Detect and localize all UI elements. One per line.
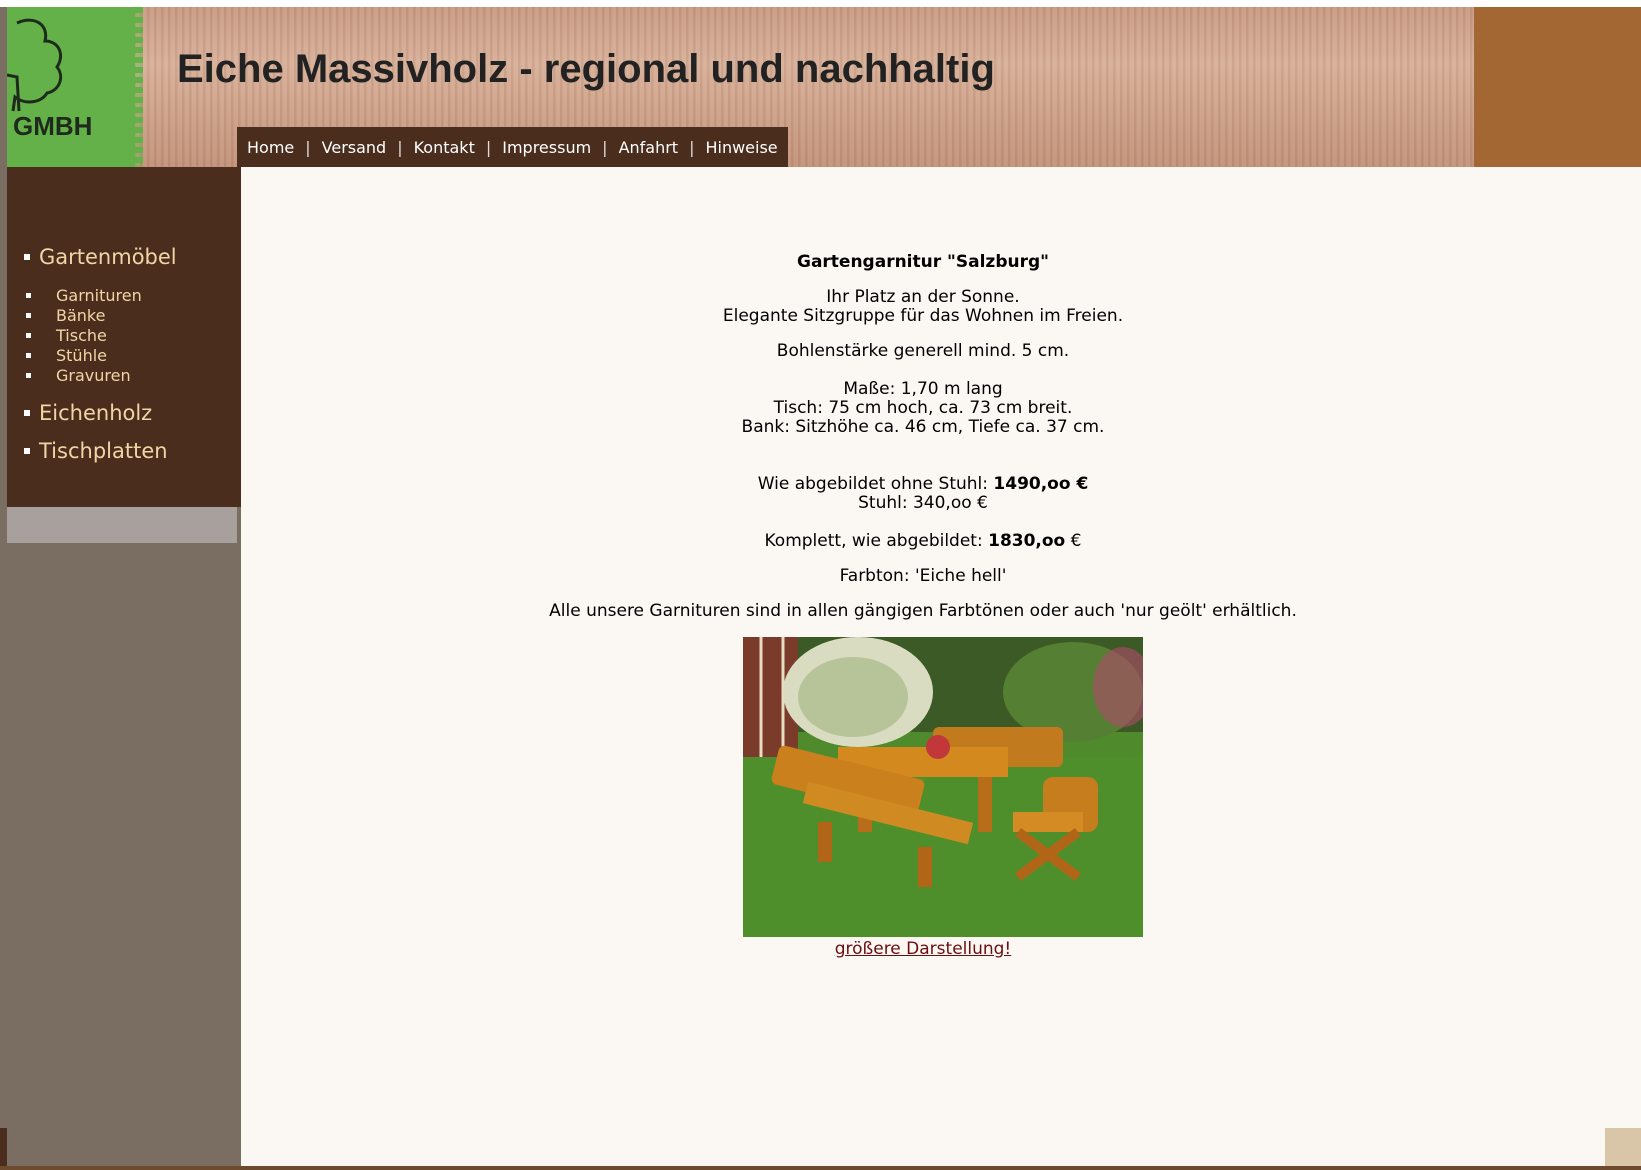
- sidebar-item-gartenmoebel[interactable]: [24, 245, 177, 269]
- dimension-table: Tisch: 75 cm hoch, ca. 73 cm breit.: [773, 398, 1073, 418]
- product-thickness: Bohlenstärke generell mind. 5 cm.: [776, 341, 1070, 361]
- sidebar-item-label: Gartenmöbel: [39, 245, 177, 269]
- sidebar-item-eichenholz[interactable]: [24, 401, 152, 425]
- main-content: [241, 167, 1605, 1166]
- bullet-icon: [26, 333, 31, 338]
- sidebar-subitem-tische[interactable]: [26, 326, 107, 345]
- nav-kontakt[interactable]: Kontakt: [413, 137, 475, 157]
- sidebar-subitem-label: Garnituren: [56, 286, 142, 305]
- site-header: [7, 7, 1474, 167]
- price-value: 1490,oo €: [993, 474, 1089, 494]
- price-without-chair: [241, 475, 1605, 494]
- logo-text: GMBH: [13, 111, 93, 141]
- sidebar-item-label: Tischplatten: [39, 439, 168, 463]
- sidebar-subitem-label: Bänke: [56, 306, 106, 325]
- sidebar-subitem-label: Gravuren: [56, 366, 131, 385]
- bullet-icon: [26, 373, 31, 378]
- complete-currency: €: [1065, 531, 1082, 551]
- dimension-length: Maße: 1,70 m lang: [843, 379, 1003, 399]
- corner-decoration: [1605, 1128, 1641, 1170]
- product-title: Gartengarnitur "Salzburg": [796, 252, 1050, 272]
- nav-separator: |: [397, 137, 403, 157]
- header-right-panel: [1474, 7, 1641, 167]
- top-navigation: [237, 127, 788, 167]
- product-photo[interactable]: [743, 637, 1143, 937]
- nav-hinweise[interactable]: Hinweise: [705, 137, 778, 157]
- nav-home[interactable]: Home: [247, 137, 295, 157]
- bullet-icon: [26, 293, 31, 298]
- right-margin: [1605, 167, 1641, 1170]
- sidebar-subitem-label: Tische: [56, 326, 107, 345]
- bullet-icon: [24, 410, 30, 416]
- sidebar-footer-bar: [7, 507, 237, 543]
- nav-separator: |: [689, 137, 695, 157]
- company-logo[interactable]: [7, 7, 135, 167]
- nav-separator: |: [305, 137, 311, 157]
- garden-furniture-image: [743, 637, 1143, 937]
- site-title: Eiche Massivholz - regional und nachhaltig: [177, 47, 995, 91]
- nav-versand[interactable]: Versand: [321, 137, 387, 157]
- sidebar-subitem-stuehle[interactable]: [26, 346, 107, 365]
- tree-logo-icon: [7, 15, 77, 115]
- sidebar-menu: [7, 167, 241, 507]
- complete-value: 1830,oo: [988, 531, 1066, 551]
- bullet-icon: [26, 353, 31, 358]
- bullet-icon: [26, 313, 31, 318]
- complete-label: Komplett, wie abgebildet:: [764, 531, 989, 551]
- sidebar-subitem-garnituren[interactable]: [26, 286, 142, 305]
- larger-image-link[interactable]: größere Darstellung!: [834, 939, 1012, 959]
- bottom-border: [0, 1166, 1641, 1170]
- nav-separator: |: [602, 137, 608, 157]
- sidebar-item-tischplatten[interactable]: [24, 439, 168, 463]
- nav-anfahrt[interactable]: Anfahrt: [618, 137, 679, 157]
- bullet-icon: [24, 448, 30, 454]
- sidebar-subitem-gravuren[interactable]: [26, 366, 131, 385]
- product-intro-1: Ihr Platz an der Sonne.: [826, 287, 1020, 307]
- sidebar-subitem-label: Stühle: [56, 346, 107, 365]
- corner-decoration: [0, 1128, 7, 1170]
- availability-note: Alle unsere Garnituren sind in allen gängigen Farbtönen oder auch 'nur geölt' erhältlich.: [549, 601, 1297, 621]
- nav-impressum[interactable]: Impressum: [502, 137, 592, 157]
- bullet-icon: [24, 254, 30, 260]
- sidebar-subitem-baenke[interactable]: [26, 306, 105, 325]
- color-tone: Farbton: 'Eiche hell': [839, 566, 1007, 586]
- price-label: Wie abgebildet ohne Stuhl:: [757, 474, 994, 494]
- nav-separator: |: [485, 137, 492, 157]
- top-border: [0, 0, 1641, 7]
- chair-price: Stuhl: 340,oo €: [858, 493, 988, 513]
- dimension-bench: Bank: Sitzhöhe ca. 46 cm, Tiefe ca. 37 cm.: [741, 417, 1105, 437]
- product-intro-2: Elegante Sitzgruppe für das Wohnen im Freien.: [722, 306, 1124, 326]
- price-complete: [241, 532, 1605, 551]
- sidebar-item-label: Eichenholz: [39, 401, 153, 425]
